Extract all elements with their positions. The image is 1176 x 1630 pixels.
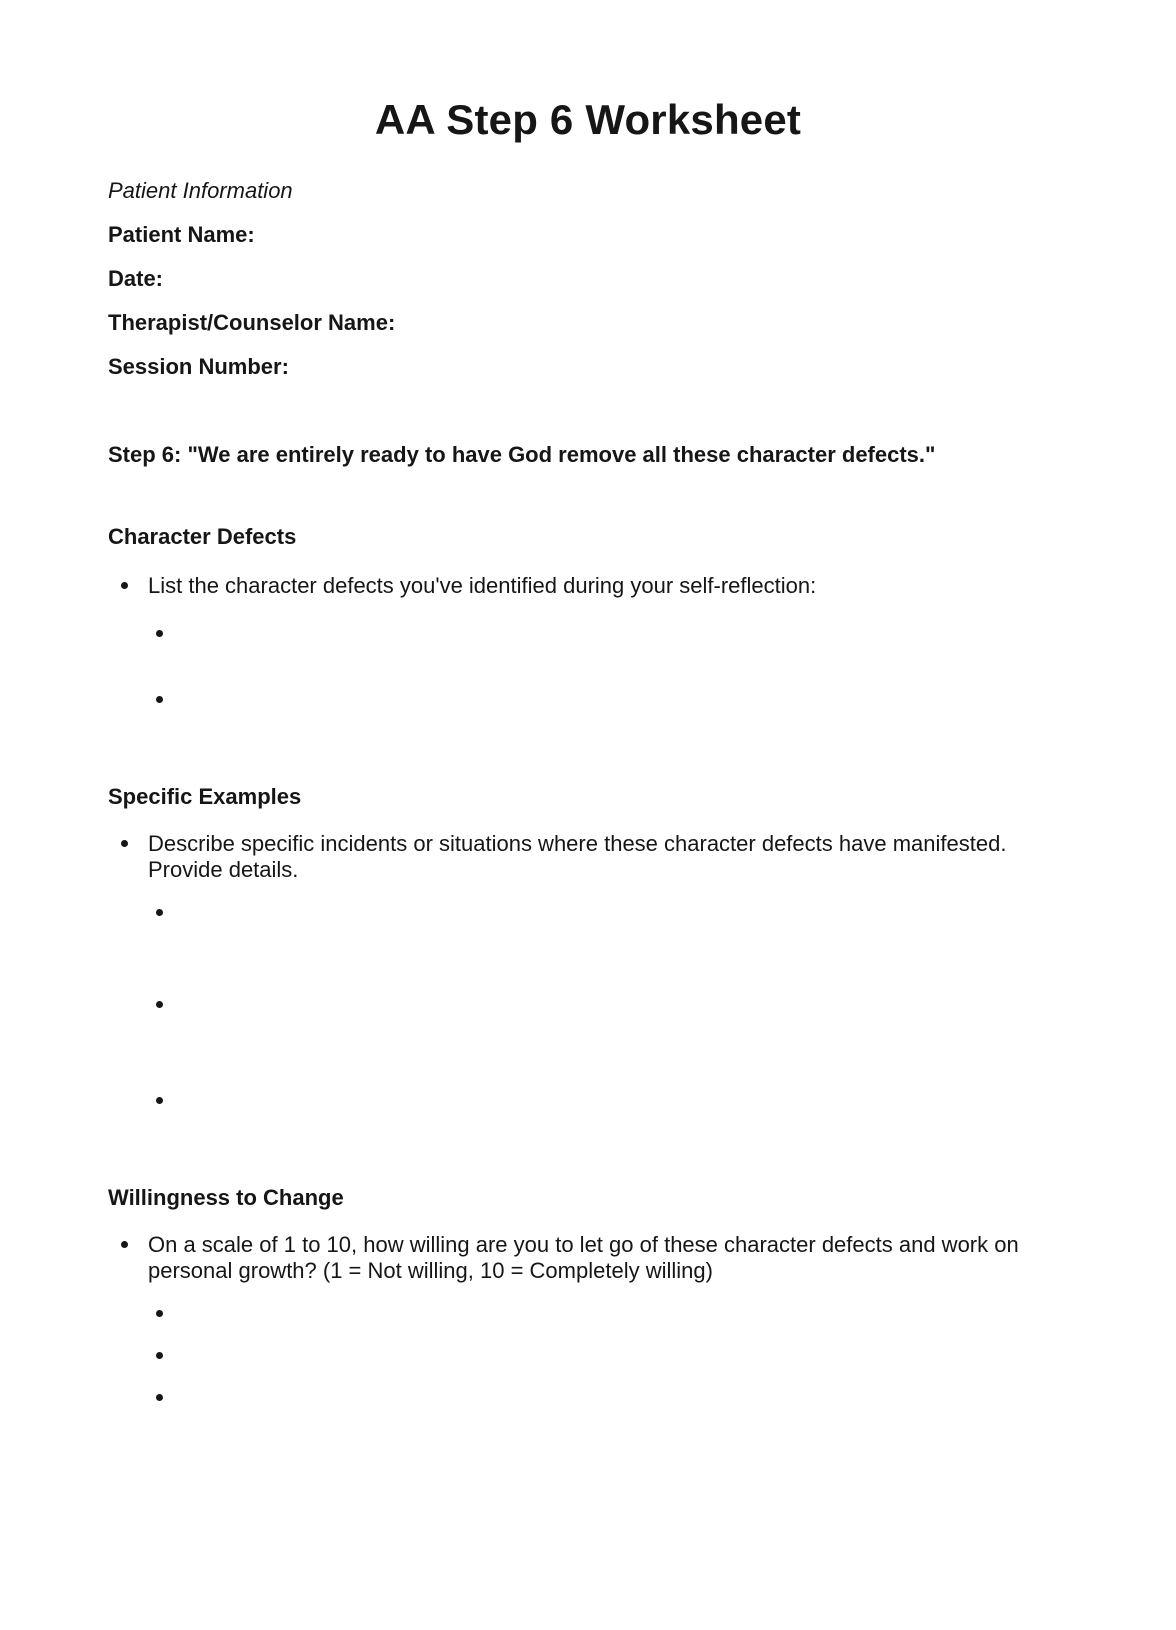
blank-answer-line (108, 621, 1068, 647)
bullet-icon (121, 582, 128, 589)
field-label-session-number: Session Number: (108, 354, 289, 379)
prompt-text: On a scale of 1 to 10, how willing are you to let go of these character defects and work on personal growth? (1 = Not willing, 10 = Completely willing) (148, 1232, 1019, 1283)
patient-info-heading: Patient Information (108, 178, 293, 203)
field-label-therapist-name: Therapist/Counselor Name: (108, 310, 396, 335)
section-heading: Willingness to Change (108, 1185, 344, 1210)
prompt-text: Describe specific incidents or situations where these character defects have manifested. Provide details. (148, 831, 1007, 882)
blank-answer-line (108, 1385, 1068, 1411)
bullet-icon (121, 840, 128, 847)
section-heading: Character Defects (108, 524, 297, 549)
prompt-bullet (108, 573, 1053, 599)
step-6-statement: Step 6: "We are entirely ready to have God remove all these character defects." (108, 442, 936, 467)
blank-answer-line (108, 992, 1068, 1018)
prompt-text: List the character defects you've identified during your self-reflection: (148, 573, 817, 598)
section-specific-examples (108, 784, 1068, 1114)
prompt-bullet (108, 1232, 1053, 1284)
bullet-icon (156, 696, 163, 703)
section-heading: Specific Examples (108, 784, 302, 809)
field-label-patient-name: Patient Name: (108, 222, 255, 247)
section-willingness-to-change (108, 1185, 1068, 1411)
prompt-bullet (108, 831, 1053, 883)
bullet-icon (156, 1001, 163, 1008)
bullet-icon (156, 1394, 163, 1401)
bullet-icon (121, 1241, 128, 1248)
blank-answer-line (108, 1301, 1068, 1327)
blank-answer-line (108, 687, 1068, 713)
blank-answer-line (108, 1343, 1068, 1369)
bullet-icon (156, 1097, 163, 1104)
page-title: AA Step 6 Worksheet (374, 96, 802, 143)
blank-answer-line (108, 900, 1068, 926)
bullet-icon (156, 909, 163, 916)
section-character-defects (108, 524, 1068, 713)
blank-answer-line (108, 1088, 1068, 1114)
bullet-icon (156, 1352, 163, 1359)
bullet-icon (156, 630, 163, 637)
field-label-date: Date: (108, 266, 164, 291)
bullet-icon (156, 1310, 163, 1317)
